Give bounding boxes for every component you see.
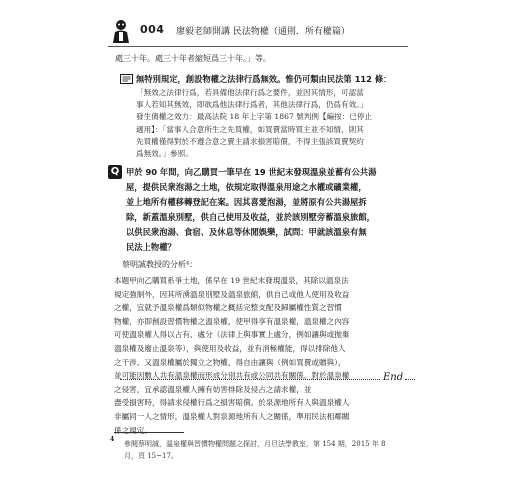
footnote-line: 參閱蔡明誠，溫泉權與習慣物權問題之探討，月旦法學教室，第 154 期，2015 年 8 (124, 440, 386, 448)
end-label: End (383, 372, 404, 383)
answer-line: 盡受損害時，得請求侵權行爲之損害賠償。於泉源地所有人與溫泉權人 (114, 398, 350, 408)
answer-line: 之侵害，宜承認溫泉權人擁有妨害排除及侵占之請求權，並 (114, 384, 312, 394)
page-number: 004 (140, 23, 165, 36)
answer-line: 係之規定。 (114, 425, 152, 435)
question-line: 屋，提供民衆泡湯之土地，依規定取得溫泉用途之水權或礦業權， (126, 182, 367, 192)
answer-body (114, 274, 349, 437)
running-header-title: 廖毅老師開講 民法物權（通則．所有權篇） (176, 27, 350, 37)
question-line: 甲於 90 年間，向乙購買一筆早在 19 世紀末發現溫泉並蓄有公共湯 (126, 167, 377, 177)
question-line: 民法上物權？ (126, 242, 176, 252)
note-line: 先買權僅得對於不遵合意之賣主請求損害賠償，不得主張該買賣契約 (136, 136, 364, 146)
question-line: 以供民衆泡湯、食宿、及休息等休閒娛樂，試問：甲就該溫泉有無 (126, 227, 367, 237)
question-line: 並上地所有權移轉登記在案。因其喜愛泡湯，並將原有公共湯屋拆 (126, 197, 367, 207)
memo-note-icon (120, 74, 133, 84)
answer-line: 並可能因數人共有溫泉權而形成分別共有或公同共有關係。對於溫泉權 (114, 371, 350, 381)
note-line: 「無效之法律行爲，若具備他法律行爲之要件，並因其情形，可認當 (136, 88, 364, 97)
header-divider (108, 46, 408, 47)
note-line: 事人若知其無效，即欲爲他法律行爲者，其他法律行爲，仍爲有效。」 (136, 100, 368, 110)
answer-line: 本題甲向乙購買系爭土地，係早在 19 世紀末發現溫泉，其除以溫泉法 (114, 276, 349, 285)
continued-text-line: 處三十年。處三十年者縮短爲三十年。」等。 (115, 54, 271, 63)
answer-line: 溫泉權及廢止溫泉等），與使用及收益，並有消極權能，得以排除他人 (114, 343, 346, 353)
footnote-number: 4 (110, 436, 115, 443)
footnote-text (124, 438, 414, 462)
answer-line: 之干涉。又溫泉權屬於獨立之物權，得自由讓與（例如買賣或贈與）， (114, 357, 346, 367)
note-line: 發生債權之效力：最高法院 18 年上字第 1867 號判例【編按：已停止 (136, 112, 373, 122)
footnote-divider (114, 432, 184, 433)
question-text (126, 165, 376, 255)
footnote-line: 月，頁 15~17。 (124, 452, 178, 460)
answer-line: 規定強制外，因其所湧溫泉別墅及溫泉旅館，供自己或他人使用及收益 (114, 289, 350, 299)
answer-line: 物權，亦即創設習慣物權之溫泉權，使甲得享有溫泉權，溫泉權之內容 (114, 316, 350, 326)
question-line: 除，新蓋溫泉別墅，供自己使用及收益，並於該別墅旁蓄溫泉旅館， (126, 212, 375, 222)
answer-intro: 蔡明誠教授的分析⁴： (122, 260, 198, 269)
answer-line: 可使溫泉權人得以占有、處分（法律上與事實上處分，例如讓與或抛棄 (114, 330, 350, 340)
end-dotted-rule-tail (405, 379, 415, 380)
note-line: 適用】：「當事人合意所生之先買權，如買賣當時買主並不知情，則其 (136, 124, 364, 134)
answer-line: 之權，宜就予溫泉權爲類似物權之概括完整支配及歸屬權性質之習慣 (114, 303, 342, 313)
end-dotted-rule (120, 379, 380, 380)
page-header (108, 18, 408, 44)
note-heading: 無特別規定，創設物權之法律行爲無效。惟仍可類由民法第 112 條： (136, 74, 392, 84)
note-body (136, 87, 372, 160)
answer-line: 非屬同一人之情形，溫泉權人對泉源地所有人之關係，準用民法相鄰關 (114, 411, 350, 421)
teacher-mascot-icon (108, 18, 134, 44)
note-line: 爲無效。」參照。 (136, 149, 193, 159)
question-q-icon: Q (108, 165, 122, 179)
